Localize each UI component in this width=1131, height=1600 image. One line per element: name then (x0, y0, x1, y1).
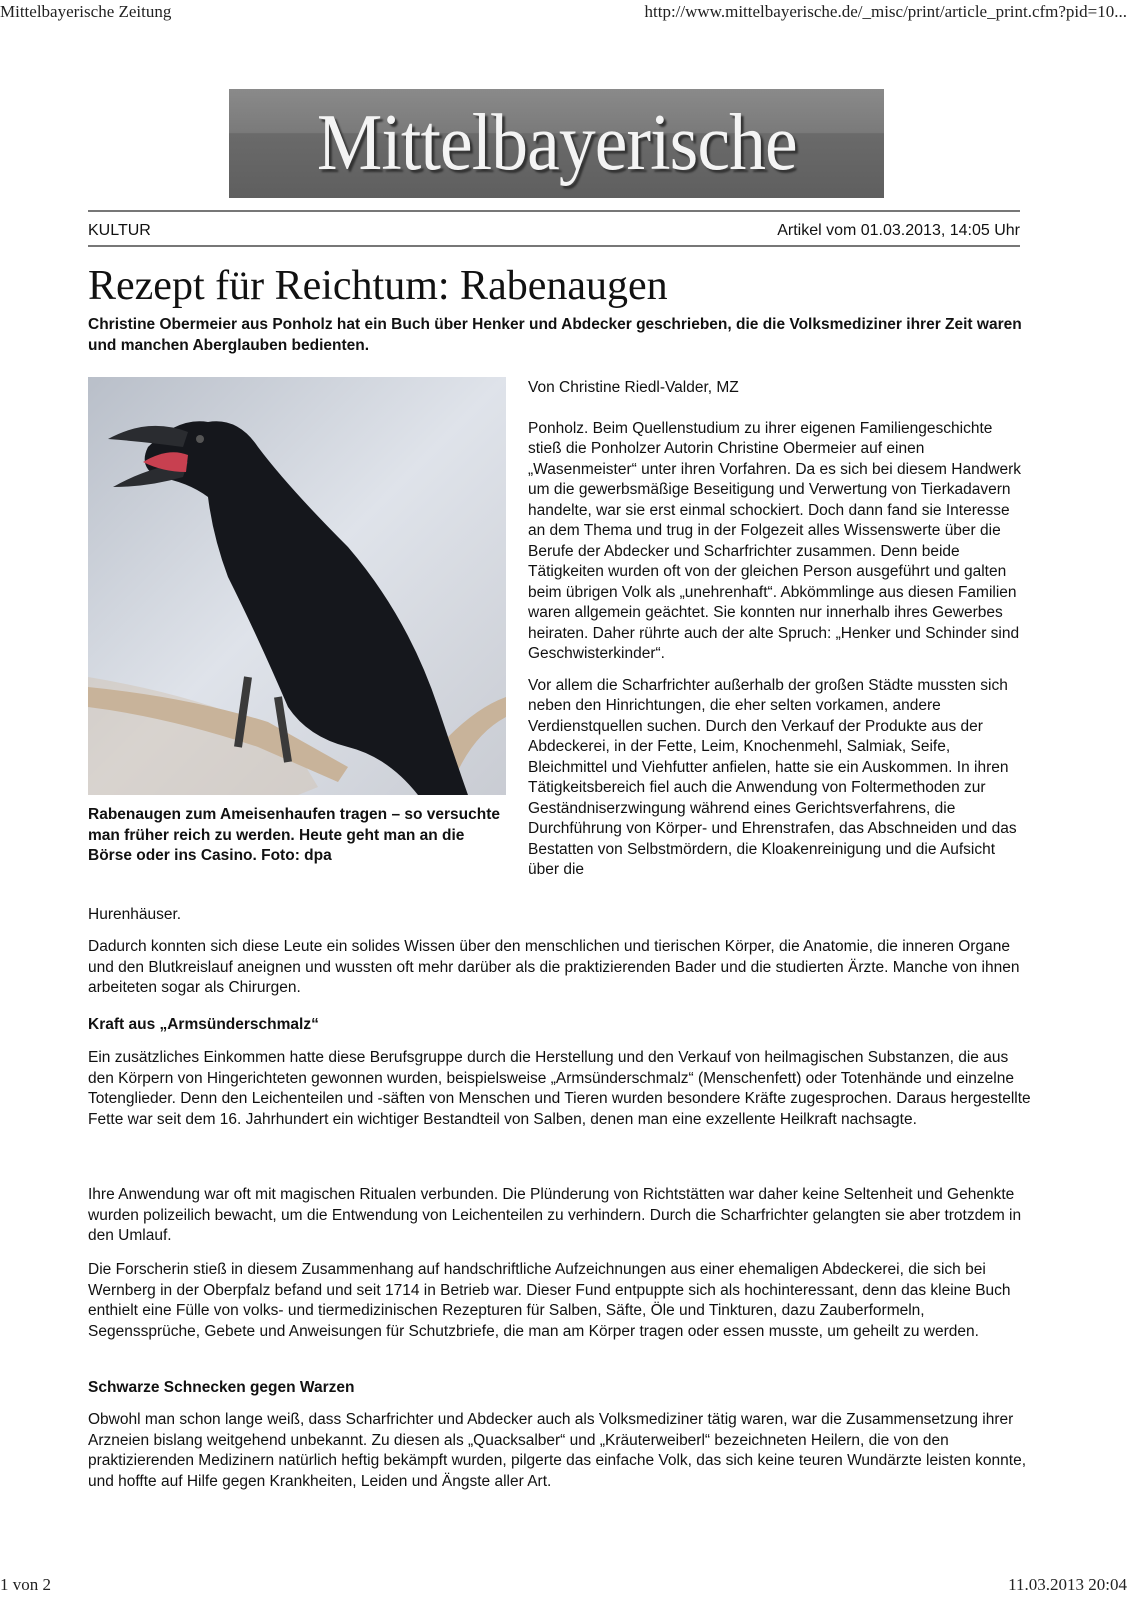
newspaper-logo: Mittelbayerische (229, 89, 884, 198)
print-timestamp: 11.03.2013 20:04 (1008, 1575, 1127, 1594)
paragraph-continuation: Hurenhäuser. (88, 906, 182, 923)
article-lead: Christine Obermeier aus Ponholz hat ein Buch über Henker und Abdecker geschrieben, die die Volksmediziner ihrer Zeit waren und manchen Aberglauben bedienten. (88, 316, 1022, 354)
article-column-right (528, 378, 1028, 892)
paragraph: Ihre Anwendung war oft mit magischen Ritualen verbunden. Die Plünderung von Richtstätten war daher keine Seltenheit und Gehenkte wurden polizeilich bewacht, um die Entwendung von Leichenteilen zu verhindern. Durch die Scharfrichter gelangten sie aber trotzdem in den Umlauf. (88, 1186, 1022, 1244)
paragraph: Obwohl man schon lange weiß, dass Scharfrichter und Abdecker auch als Volksmediziner tätig waren, war die Zusammensetzung ihrer Arzneien bislang weitgehend unbekannt. Zu diesen als „Quacksalber“ und „Kräuterweiberl“ bezeichneten Heilern, die von den praktizierenden Medizinern natürlich heftig bekämpft wurden, pilgerte das einfache Volk, das sich keine teuren Wundärzte leisten konnte, und hoffte auf Hilfe gegen Krankheiten, Leiden und Ängste aller Art. (88, 1411, 1027, 1490)
article-date: Artikel vom 01.03.2013, 14:05 Uhr (777, 222, 1020, 239)
paragraph: Dadurch konnten sich diese Leute ein solides Wissen über den menschlichen und tierischen Körper, die Anatomie, die inneren Organe und den Blutkreislauf aneignen und wussten oft mehr darüber als die praktizierenden Bader und die studierten Ärzte. Manche von ihnen arbeiteten sogar als Chirurgen. (88, 938, 1020, 996)
subheading: Kraft aus „Armsünderschmalz“ (88, 1016, 319, 1033)
author-byline: Von Christine Riedl-Valder, MZ (528, 379, 739, 396)
print-header-url: http://www.mittelbayerische.de/_misc/print/article_print.cfm?pid=10... (644, 2, 1127, 21)
paragraph: Vor allem die Scharfrichter außerhalb der großen Städte mussten sich neben den Hinrichtungen, die eher selten vorkamen, andere Verdienstquellen suchen. Durch den Verkauf der Produkte aus der Abdeckerei, in der Fette, Leim, Knochenmehl, Salmiak, Seife, Bleichmittel und Viehfutter anfielen, hatte sie ein Auskommen. In ihren Tätigkeitsbereich fiel auch die Anwendung von Foltermethoden zur Geständniserzwingung während eines Gerichtsverfahrens, die Durchführung von Körper- und Ehrenstrafen, das Abschneiden und das Bestatten von Selbstmördern, die Kloakenreinigung und die Aufsicht über die (528, 676, 1017, 878)
paragraph: Ponholz. Beim Quellenstudium zu ihrer eigenen Familiengeschichte stieß die Ponholzer Autorin Christine Obermeier auf einen „Wasenmeister“ unter ihren Vorfahren. Da es sich bei diesem Handwerk um die gewerbsmäßige Beseitigung und Verwertung von Tierkadavern handelte, war sie erst einmal schockiert. Doch dann fand sie Interesse an dem Thema und trug in der Folgezeit alles Wissenswerte über die Berufe der Abdecker und Scharfrichter zusammen. Denn beide Tätigkeiten wurden oft von der gleichen Person ausgeführt und galten beim übrigen Volk als „unehrenhaft“. Abkömmlinge aus diesen Familien waren allgemein geächtet. Sie konnten nur innerhalb ihres Gewerbes heiraten. Daher rührte auch der alte Spruch: „Henker und Schinder sind Geschwisterkinder“. (528, 419, 1022, 662)
divider (88, 245, 1020, 247)
raven-photo (88, 377, 506, 795)
subheading: Schwarze Schnecken gegen Warzen (88, 1379, 355, 1396)
page-number: 1 von 2 (0, 1575, 51, 1594)
paragraph: Die Forscherin stieß in diesem Zusammenhang auf handschriftliche Aufzeichnungen aus einer ehemaligen Abdeckerei, die sich bei Wernberg in der Oberpfalz befand und seit 1714 in Betrieb war. Dieser Fund entpuppte sich als hochinteressant, denn das kleine Buch enthielt eine Fülle von volks- und tiermedizinischen Rezepturen für Salben, Säfte, Öle und Tinkturen, dazu Zauberformeln, Segenssprüche, Gebete und Anweisungen für Schutzbriefe, die man am Körper tragen oder essen musste, um geheilt zu werden. (88, 1261, 1011, 1340)
photo-caption: Rabenaugen zum Ameisenhaufen tragen – so versuchte man früher reich zu werden. Heute geht man an die Börse oder ins Casino. Foto: dpa (88, 806, 501, 864)
section-label: KULTUR (88, 222, 151, 239)
paragraph: Ein zusätzliches Einkommen hatte diese Berufsgruppe durch die Herstellung und den Verkauf von heilmagischen Substanzen, die aus den Körpern von Hingerichteten gewonnen wurden, beispielsweise „Armsünderschmalz“ (Menschenfett) oder Totenhände und einzelne Totenglieder. Denn den Leichenteilen und -säften von Menschen und Tieren wurden besondere Kräfte zugesprochen. Daraus hergestellte Fette war seit dem 16. Jahrhundert ein wichtiger Bestandteil von Salben, denen man eine exzellente Heilkraft nachsagte. (88, 1049, 1031, 1128)
divider (88, 210, 1020, 212)
article-title: Rezept für Reichtum: Rabenaugen (88, 263, 668, 309)
print-header-title: Mittelbayerische Zeitung (0, 2, 172, 21)
